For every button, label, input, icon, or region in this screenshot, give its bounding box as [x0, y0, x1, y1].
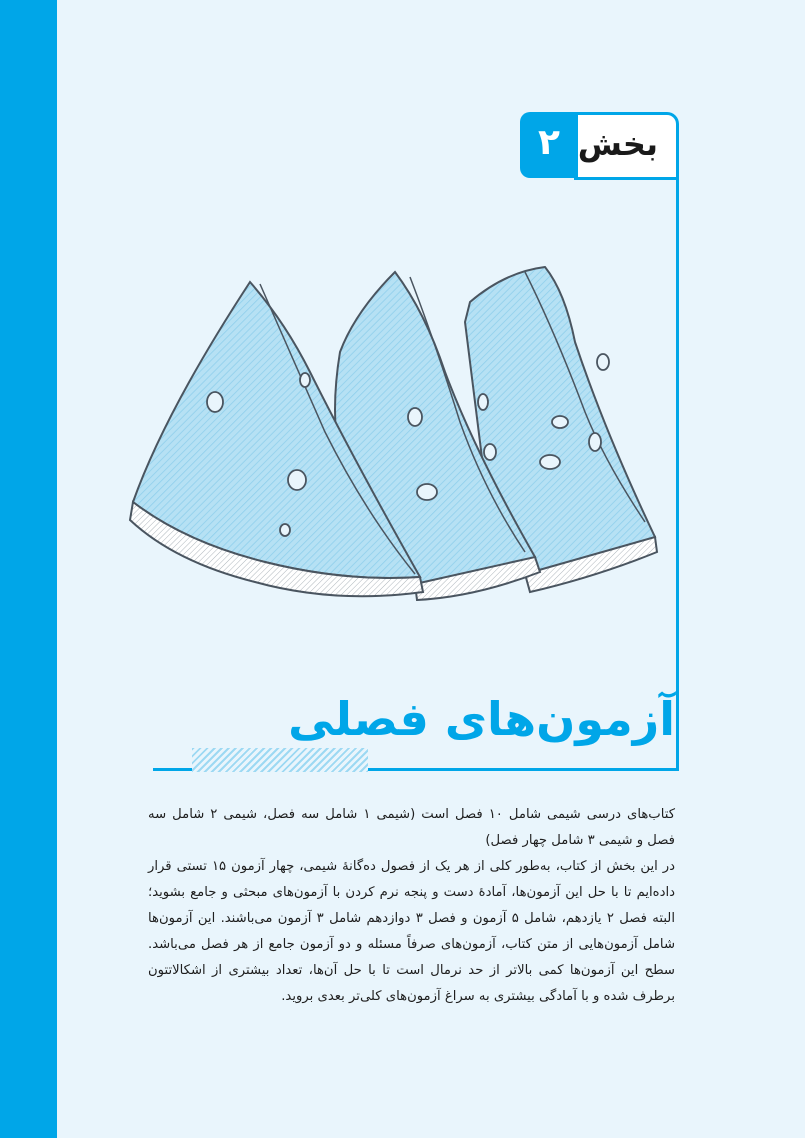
- section-label-box: [574, 112, 679, 180]
- title-highlight-stripe: [192, 748, 368, 772]
- section-number-badge: [520, 112, 578, 178]
- intro-paragraph-1: کتاب‌های درسی شیمی شامل ۱۰ فصل است (شیمی ۱ شامل سه فصل، شیمی ۲ شامل سه فصل و شیمی ۳ شامل چهار فصل): [148, 807, 675, 848]
- section-number: ۲: [538, 122, 560, 163]
- section-label: بخش: [577, 125, 658, 163]
- left-color-band: [0, 0, 57, 1138]
- frame-right-line: [676, 176, 679, 771]
- section-header: [520, 112, 679, 178]
- intro-text: [148, 802, 675, 1010]
- watermelon-slices-illustration: [125, 262, 665, 607]
- chapter-title: آزمون‌های فصلی: [288, 692, 675, 746]
- intro-paragraph-2: در این بخش از کتاب، به‌طور کلی از هر یک از فصول ده‌گانهٔ شیمی، چهار آزمون ۱۵ تستی قرار داده‌ایم تا با حل این آزمون‌ها، آمادهٔ دست و پنجه نرم کردن با آزمون‌های مبحثی و جامع بشوید؛ البته فصل ۲ یازدهم، شامل ۵ آزمون و فصل ۳ دوازدهم شامل ۳ آزمون می‌باشند. این آزمون‌ها شامل آزمون‌هایی از متن کتاب، آزمون‌های صرفاً مسئله و دو آزمون جامع از هر فصل می‌باشد. سطح این آزمون‌ها کمی بالاتر از حد نرمال است تا با حل آن‌ها، تعداد بیشتری از اشکالاتتون برطرف شده و با آمادگی بیشتری به سراغ آزمون‌های کلی‌تر بعدی بروید.: [148, 859, 676, 1004]
